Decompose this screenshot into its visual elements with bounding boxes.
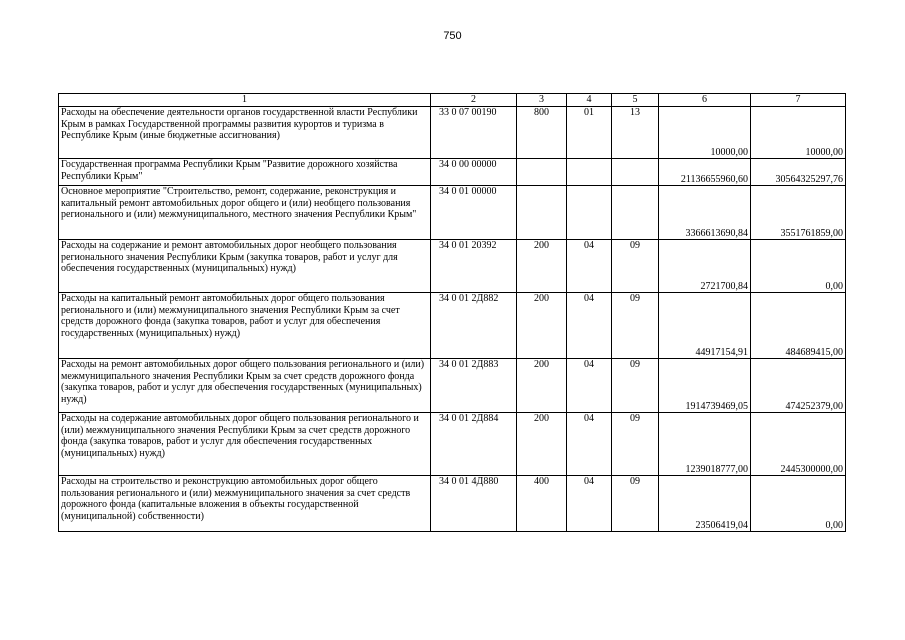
expense-name-cell: Расходы на содержание и ремонт автомобильных дорог необщего пользования регионального значения Республики Крым (закупка товаров, работ и услуг для обеспечения государственных (муниципальных) нужд) — [59, 240, 431, 293]
budget-table — [58, 93, 846, 532]
amount-year2-cell: 474252379,00 — [751, 359, 846, 413]
expense-type-cell: 200 — [517, 240, 567, 293]
amount-year1-cell: 21136655960,60 — [659, 159, 751, 186]
column-header: 6 — [659, 94, 751, 107]
amount-year2-cell: 0,00 — [751, 476, 846, 532]
section-cell: 04 — [567, 359, 612, 413]
table-row — [59, 413, 846, 476]
column-header: 1 — [59, 94, 431, 107]
expense-name-cell: Расходы на капитальный ремонт автомобильных дорог общего пользования регионального и (или) межмуниципального значения Республики Крым за счет средств дорожного фонда (закупка товаров, работ и услуг для обеспечения государственных (муниципальных) нужд) — [59, 293, 431, 359]
expense-type-cell: 200 — [517, 413, 567, 476]
amount-year1-cell: 44917154,91 — [659, 293, 751, 359]
table-row — [59, 293, 846, 359]
target-article-cell: 34 0 01 4Д880 — [431, 476, 517, 532]
column-header: 5 — [612, 94, 659, 107]
subsection-cell: 09 — [612, 240, 659, 293]
target-article-cell: 34 0 01 20392 — [431, 240, 517, 293]
target-article-cell: 34 0 01 00000 — [431, 186, 517, 240]
column-number-row — [59, 94, 846, 107]
table-row — [59, 159, 846, 186]
section-cell: 01 — [567, 107, 612, 159]
amount-year1-cell: 2721700,84 — [659, 240, 751, 293]
target-article-cell: 34 0 01 2Д883 — [431, 359, 517, 413]
amount-year1-cell: 3366613690,84 — [659, 186, 751, 240]
table-row — [59, 186, 846, 240]
amount-year2-cell: 3551761859,00 — [751, 186, 846, 240]
amount-year2-cell: 30564325297,76 — [751, 159, 846, 186]
expense-type-cell — [517, 186, 567, 240]
amount-year2-cell: 2445300000,00 — [751, 413, 846, 476]
expense-name-cell: Расходы на строительство и реконструкцию автомобильных дорог общего пользования регионального и (или) межмуниципального значения за счет средств дорожного фонда (капитальные вложения в объекты государственной (муниципальной) собственности) — [59, 476, 431, 532]
section-cell — [567, 186, 612, 240]
column-header: 7 — [751, 94, 846, 107]
amount-year2-cell: 0,00 — [751, 240, 846, 293]
amount-year2-cell: 10000,00 — [751, 107, 846, 159]
amount-year1-cell: 10000,00 — [659, 107, 751, 159]
target-article-cell: 34 0 00 00000 — [431, 159, 517, 186]
column-header: 2 — [431, 94, 517, 107]
table-row — [59, 107, 846, 159]
expense-name-cell: Расходы на содержание автомобильных дорог общего пользования регионального и (или) межмуниципального значения Республики Крым за счет средств дорожного фонда (закупка товаров, работ и услуг для обеспечения государственных (муниципальных) нужд) — [59, 413, 431, 476]
page-number: 750 — [443, 30, 462, 42]
section-cell: 04 — [567, 476, 612, 532]
target-article-cell: 34 0 01 2Д882 — [431, 293, 517, 359]
column-header: 4 — [567, 94, 612, 107]
expense-type-cell: 200 — [517, 359, 567, 413]
target-article-cell: 34 0 01 2Д884 — [431, 413, 517, 476]
table-row — [59, 476, 846, 532]
section-cell: 04 — [567, 293, 612, 359]
subsection-cell: 09 — [612, 476, 659, 532]
subsection-cell — [612, 159, 659, 186]
section-cell: 04 — [567, 240, 612, 293]
subsection-cell: 09 — [612, 413, 659, 476]
amount-year1-cell: 1914739469,05 — [659, 359, 751, 413]
section-cell: 04 — [567, 413, 612, 476]
column-header: 3 — [517, 94, 567, 107]
expense-type-cell: 800 — [517, 107, 567, 159]
amount-year1-cell: 1239018777,00 — [659, 413, 751, 476]
table-row — [59, 240, 846, 293]
subsection-cell: 13 — [612, 107, 659, 159]
subsection-cell: 09 — [612, 293, 659, 359]
expense-name-cell: Основное мероприятие "Строительство, ремонт, содержание, реконструкция и капитальный ремонт автомобильных дорог общего и (или) необщего пользования регионального и (или) межмуниципального, местного значения Республики Крым" — [59, 186, 431, 240]
section-cell — [567, 159, 612, 186]
amount-year1-cell: 23506419,04 — [659, 476, 751, 532]
subsection-cell — [612, 186, 659, 240]
expense-name-cell: Расходы на ремонт автомобильных дорог общего пользования регионального и (или) межмуниципального значения Республики Крым за счет средств дорожного фонда (закупка товаров, работ и услуг для обеспечения государственных (муниципальных) нужд) — [59, 359, 431, 413]
subsection-cell: 09 — [612, 359, 659, 413]
expense-name-cell: Расходы на обеспечение деятельности органов государственной власти Республики Крым в рамках Государственной программы развития курортов и туризма в Республике Крым (иные бюджетные ассигнования) — [59, 107, 431, 159]
expense-name-cell: Государственная программа Республики Крым "Развитие дорожного хозяйства Республики Крым" — [59, 159, 431, 186]
expense-type-cell: 400 — [517, 476, 567, 532]
expense-type-cell: 200 — [517, 293, 567, 359]
expense-type-cell — [517, 159, 567, 186]
table-row — [59, 359, 846, 413]
target-article-cell: 33 0 07 00190 — [431, 107, 517, 159]
amount-year2-cell: 484689415,00 — [751, 293, 846, 359]
